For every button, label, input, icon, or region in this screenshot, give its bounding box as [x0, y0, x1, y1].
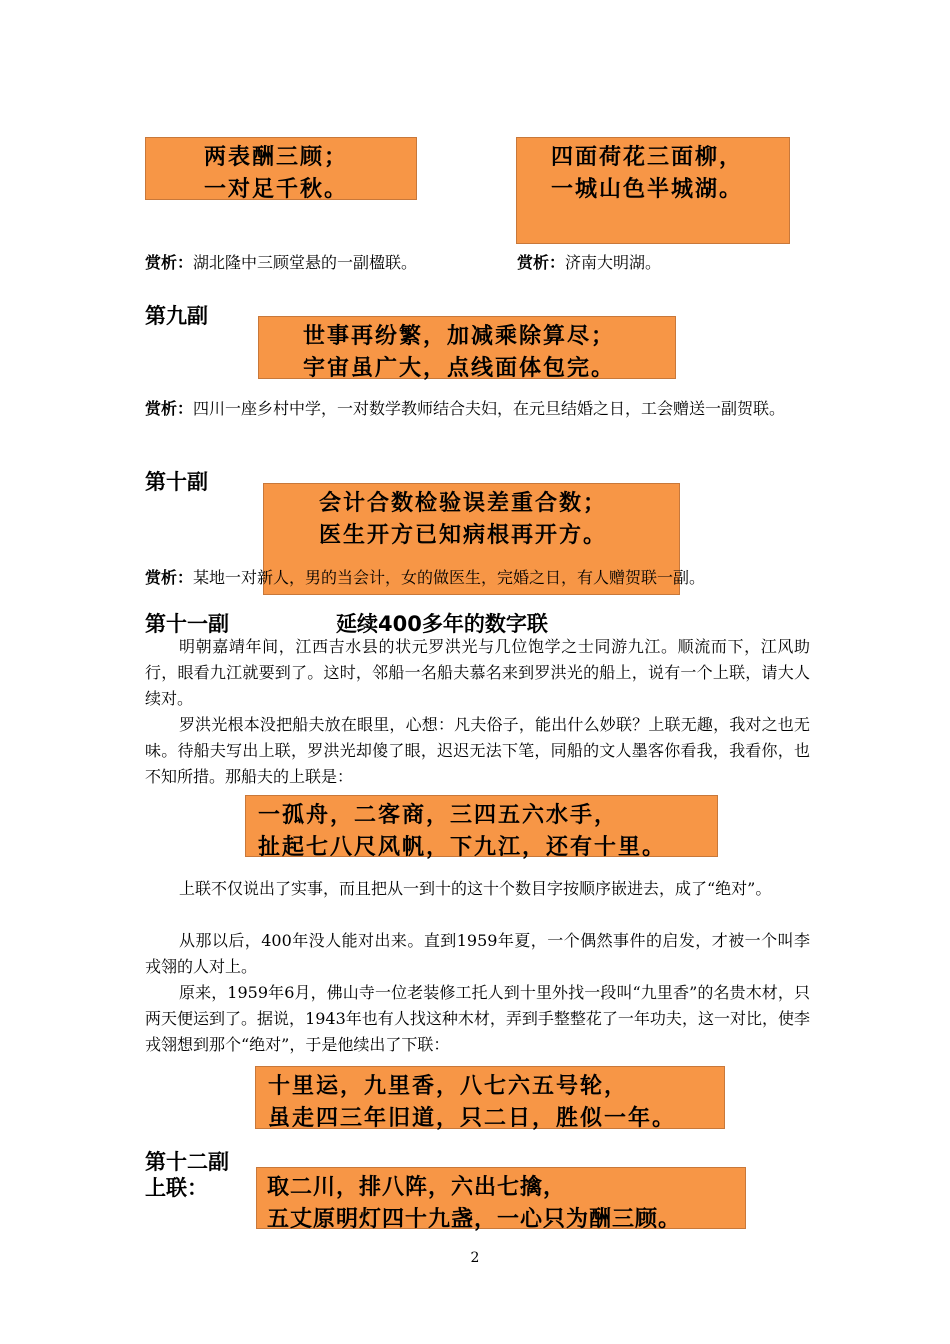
- couplet-box-liangbiao: [145, 137, 417, 200]
- story-paragraph: 从那以后，400年没人能对出来。直到1959年夏，一个偶然事件的启发，才被一个叫李戎翎的人对上。: [145, 931, 810, 976]
- appreciation-note: [145, 396, 810, 422]
- appreciation-note: [145, 250, 505, 276]
- section-title: 延续400多年的数字联: [336, 612, 548, 636]
- note-text: 济南大明湖。: [565, 253, 662, 272]
- note-label: 赏析：: [145, 399, 194, 418]
- section-heading: 第十一副: [145, 612, 229, 636]
- couplet-line: 一孤舟，二客商，三四五六水手，: [258, 803, 619, 828]
- couplet-box-qu-erchuan: [256, 1167, 746, 1232]
- couplet-box-shili-yun: [255, 1066, 725, 1129]
- note-label: 赏析：: [145, 568, 194, 587]
- section-heading: 第九副: [145, 304, 208, 328]
- couplet-line: 宇宙虽广大，点线面体包完。: [303, 356, 616, 381]
- couplet-line: 四面荷花三面柳，: [551, 145, 744, 170]
- note-label: 赏析：: [145, 253, 194, 272]
- couplet-line: 两表酬三顾；: [204, 145, 349, 170]
- couplet-line: 取二川，排八阵，六出七擒，: [267, 1175, 567, 1200]
- couplet-line: 虽走四三年旧道，只二日，胜似一年。: [268, 1106, 677, 1131]
- section-subheading: 上联：: [145, 1176, 208, 1200]
- couplet-line: 五丈原明灯四十九盏，一心只为酬三顾。: [267, 1207, 682, 1232]
- story-paragraph: 原来，1959年6月，佛山寺一位老装修工托人到十里外找一段叫“九里香”的名贵木材，只两天便运到了。据说，1943年也有人找这种木材，弄到手整整花了一年功夫，这一对比，使李戎翎想到那个“绝对”，于是他续出了下联：: [145, 983, 810, 1054]
- couplet-line: 十里运，九里香，八七六五号轮，: [268, 1074, 629, 1099]
- note-label: 赏析：: [517, 253, 566, 272]
- page-number: 2: [470, 1250, 480, 1266]
- couplet-box-shishi: [258, 316, 676, 379]
- couplet-box-simian: [516, 137, 790, 244]
- couplet-line: 医生开方已知病根再开方。: [319, 523, 608, 548]
- couplet-line: 世事再纷繁，加减乘除算尽；: [303, 324, 616, 349]
- story-paragraph: 上联不仅说出了实事，而且把从一到十的这十个数目字按顺序嵌进去，成了“绝对”。: [179, 879, 772, 898]
- section-heading: 第十二副: [145, 1150, 229, 1174]
- story-paragraph: 明朝嘉靖年间，江西吉水县的状元罗洪光与几位饱学之士同游九江。顺流而下，江风助行，眼看九江就要到了。这时，邻船一名船夫慕名来到罗洪光的船上，说有一个上联，请大人续对。: [145, 637, 810, 708]
- couplet-box-gu-zhou: [245, 795, 718, 860]
- couplet-line: 一城山色半城湖。: [551, 177, 744, 202]
- note-text: 某地一对新人，男的当会计，女的做医生，完婚之日，有人赠贺联一副。: [193, 568, 706, 587]
- story-paragraph: 罗洪光根本没把船夫放在眼里，心想：凡夫俗子，能出什么妙联？上联无趣，我对之也无味。待船夫写出上联，罗洪光却傻了眼，迟迟无法下笔，同船的文人墨客你看我，我看你，也不知所措。那船夫的上联是：: [145, 715, 810, 786]
- couplet-line: 会计合数检验误差重合数；: [319, 491, 608, 516]
- note-text: 湖北隆中三顾堂悬的一副楹联。: [193, 253, 418, 272]
- appreciation-note: [145, 565, 810, 591]
- note-text: 四川一座乡村中学，一对数学教师结合夫妇，在元旦结婚之日，工会赠送一副贺联。: [193, 399, 786, 418]
- couplet-line: 扯起七八尺风帆，下九江，还有十里。: [258, 835, 667, 860]
- appreciation-note: [517, 250, 797, 276]
- section-heading: 第十副: [145, 470, 208, 494]
- couplet-line: 一对足千秋。: [204, 177, 349, 202]
